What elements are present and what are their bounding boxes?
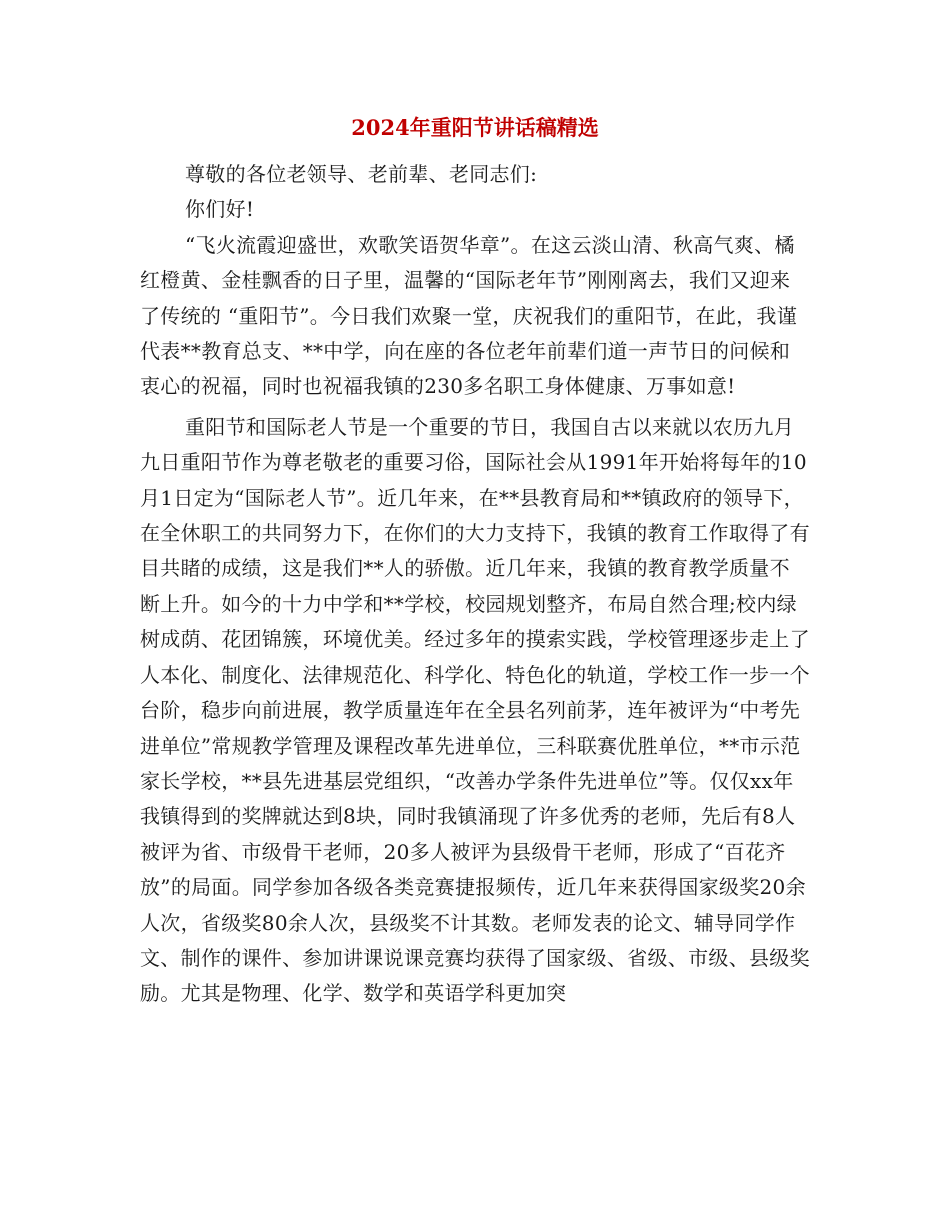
paragraph-opening: “飞火流霞迎盛世，欢歌笑语贺华章”。在这云淡山清、秋高气爽、橘红橙黄、金桂飘香的日子里，温馨的“国际老年节”刚刚离去，我们又迎来了传统的 “重阳节”。今日我们欢聚一堂，庆祝我们的重阳节，在此，我谨代表**教育总支、**中学，向在座的各位老年前辈们道一声节日的问候和衷心的祝福，同时也祝福我镇的230多名职工身体健康、万事如意!	[140, 232, 798, 399]
document-title: 2024年重阳节讲话稿精选	[351, 115, 599, 140]
document-body	[140, 157, 810, 1012]
salutation: 尊敬的各位老领导、老前辈、老同志们:	[185, 162, 538, 186]
paragraph-achievements: 重阳节和国际老人节是一个重要的节日，我国自古以来就以农历九月九日重阳节作为尊老敬老的重要习俗，国际社会从1991年开始将每年的10月1日定为“国际老人节”。近几年来，在**县教育局和**镇政府的领导下，在全休职工的共同努力下，在你们的大力支持下，我镇的教育工作取得了有目共睹的成绩，这是我们**人的骄傲。近几年来，我镇的教育教学质量不断上升。如今的十力中学和**学校，校园规划整齐，布局自然合理;校内绿树成荫、花团锦簇，环境优美。经过多年的摸索实践，学校管理逐步走上了人本化、制度化、法律规范化、科学化、特色化的轨道，学校工作一步一个台阶，稳步向前进展，教学质量连年在全县名列前茅，连年被评为“中考先进单位”常规教学管理及课程改革先进单位，三科联赛优胜单位，**市示范家长学校，**县先进基层党组织，“改善办学条件先进单位”等。仅仅xx年我镇得到的奖牌就达到8块，同时我镇涌现了许多优秀的老师，先后有8人被评为省、市级骨干老师，20多人被评为县级骨干老师，形成了“百花齐放”的局面。同学参加各级各类竞赛捷报频传，近几年来获得国家级奖20余人次，省级奖80余人次，县级奖不计其数。老师发表的论文、辅导同学作文、制作的课件、参加讲课说课竞赛均获得了国家级、省级、市级、县级奖励。尤其是物理、化学、数学和英语学科更加突	[140, 414, 810, 1006]
greeting: 你们好!	[185, 197, 255, 222]
